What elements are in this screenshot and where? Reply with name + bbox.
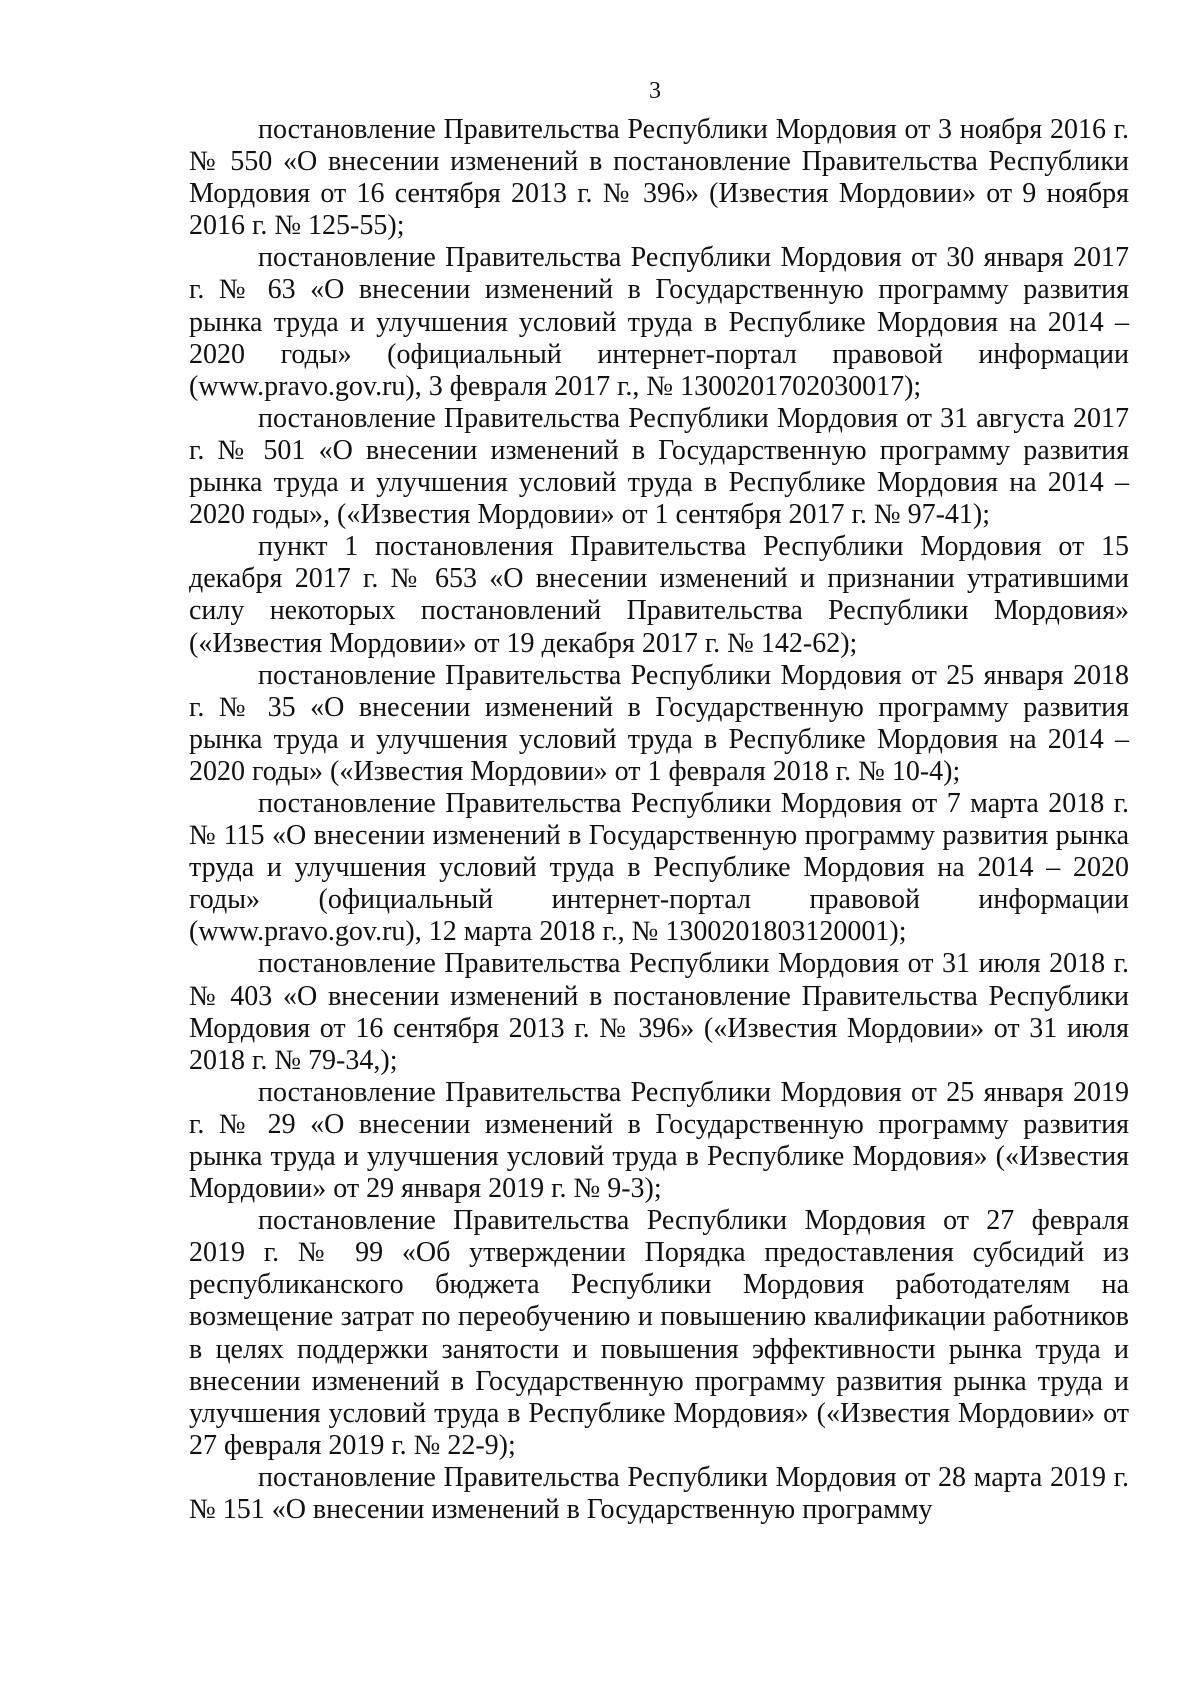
paragraph-9: постановление Правительства Республики Мордовия от 27 февраля 2019 г. № 99 «Об утверждении Порядка предоставления субсидий из республиканского бюджета Республики Мордовия работодателям на возмещение затрат по переобучению и повышению квалификации работников в целях поддержки занятости и повышения эффективности рынка труда и внесении изменений в Государственную программу развития рынка труда и улучшения условий труда в Республике Мордовия» («Известия Мордовии» от 27 февраля 2019 г. № 22-9); (189, 1205, 1129, 1461)
page-number: 3 (649, 78, 661, 104)
paragraph-7: постановление Правительства Республики Мордовия от 31 июля 2018 г. № 403 «О внесении изменений в постановление Правительства Республики Мордовия от 16 сентября 2013 г. № 396» («Известия Мордовии» от 31 июля 2018 г. № 79-34,); (189, 948, 1129, 1076)
paragraph-5: постановление Правительства Республики Мордовия от 25 января 2018 г. № 35 «О внесении изменений в Государственную программу развития рынка труда и улучшения условий труда в Республике Мордовия на 2014 – 2020 годы» («Известия Мордовии» от 1 февраля 2018 г. № 10-4); (189, 659, 1129, 787)
paragraph-3: постановление Правительства Республики Мордовия от 31 августа 2017 г. № 501 «О внесении изменений в Государственную программу развития рынка труда и улучшения условий труда в Республике Мордовия на 2014 – 2020 годы», («Известия Мордовии» от 1 сентября 2017 г. № 97-41); (189, 402, 1129, 531)
document-body (189, 114, 1129, 1526)
paragraph-1: постановление Правительства Республики Мордовия от 3 ноября 2016 г. № 550 «О внесении изменений в постановление Правительства Республики Мордовия от 16 сентября 2013 г. № 396» (Известия Мордовии» от 9 ноября 2016 г. № 125-55); (189, 114, 1129, 242)
paragraph-10: постановление Правительства Республики Мордовия от 28 марта 2019 г. № 151 «О внесении изменений в Государственную программу (189, 1461, 1129, 1526)
paragraph-6: постановление Правительства Республики Мордовия от 7 марта 2018 г. № 115 «О внесении изменений в Государственную программу развития рынка труда и улучшения условий труда в Республике Мордовия на 2014 – 2020 годы» (официальный интернет-портал правовой информации (www.pravo.gov.ru), 12 марта 2018 г., № 1300201803120001); (189, 787, 1129, 948)
paragraph-8: постановление Правительства Республики Мордовия от 25 января 2019 г. № 29 «О внесении изменений в Государственную программу развития рынка труда и улучшения условий труда в Республике Мордовия» («Известия Мордовии» от 29 января 2019 г. № 9-3); (189, 1076, 1129, 1205)
paragraph-2: постановление Правительства Республики Мордовия от 30 января 2017 г. № 63 «О внесении изменений в Государственную программу развития рынка труда и улучшения условий труда в Республике Мордовия на 2014 – 2020 годы» (официальный интернет-портал правовой информации (www.pravo.gov.ru), 3 февраля 2017 г., № 1300201702030017); (189, 242, 1129, 402)
paragraph-4: пункт 1 постановления Правительства Республики Мордовия от 15 декабря 2017 г. № 653 «О внесении изменений и признании утратившими силу некоторых постановлений Правительства Республики Мордовия» («Известия Мордовии» от 19 декабря 2017 г. № 142-62); (189, 531, 1129, 659)
